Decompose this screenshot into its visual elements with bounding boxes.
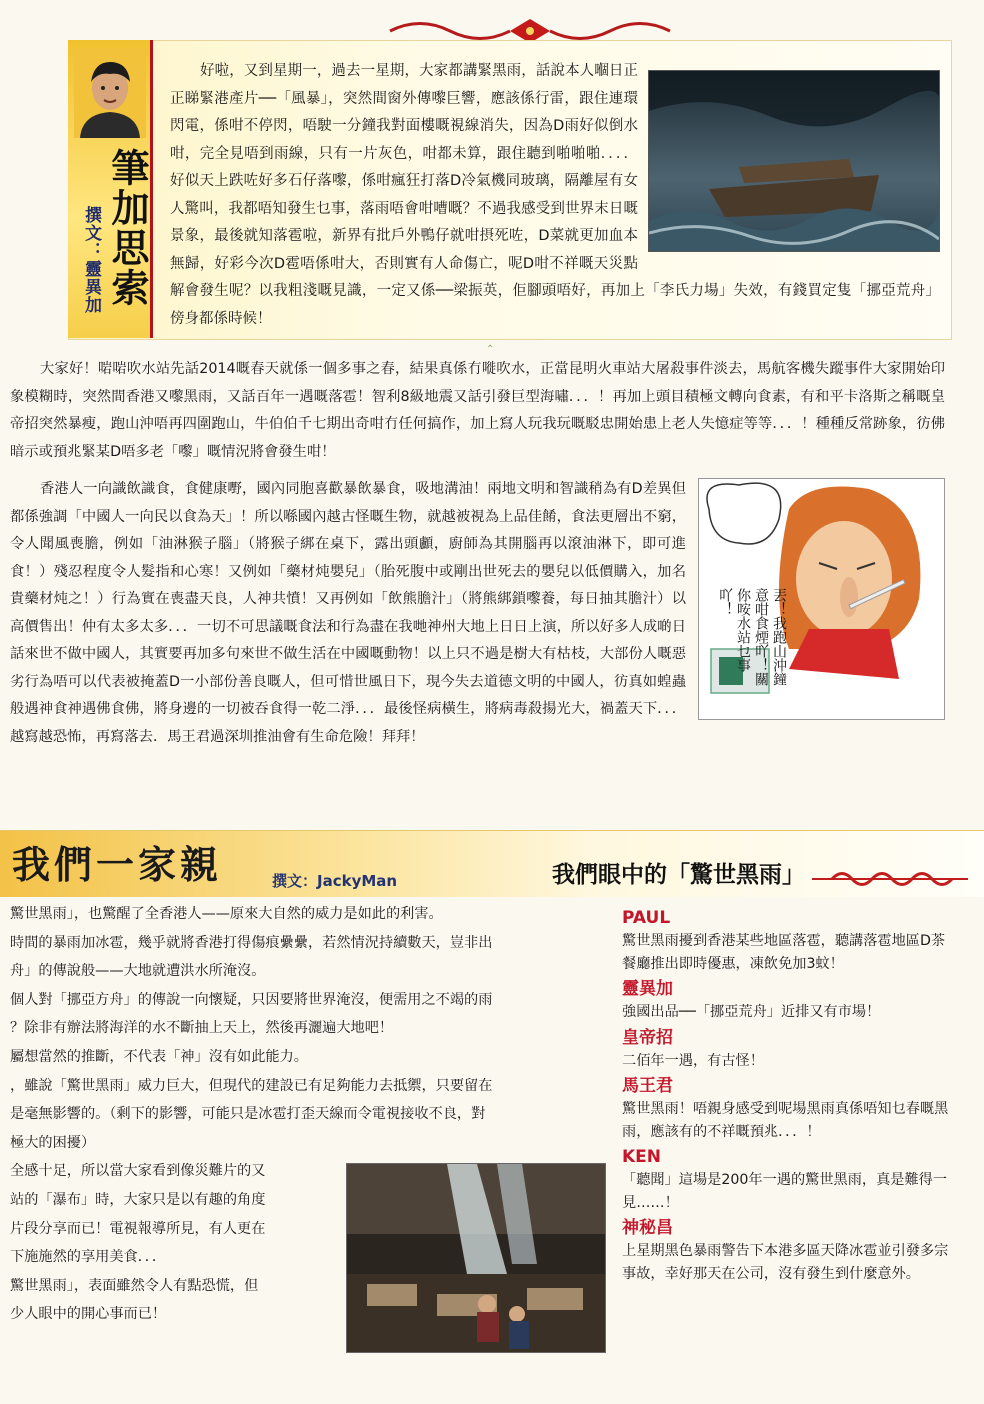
- comment-text: 驚世黑雨擾到香港某些地區落雹，聽講落雹地區D茶餐廳推出即時優惠，凍飲免加3蚊！: [622, 933, 946, 972]
- article-paragraph-2-container: [10, 476, 945, 751]
- column-divider: [150, 40, 153, 338]
- author-avatar: [74, 48, 146, 138]
- comment-name: 靈異加: [622, 979, 673, 999]
- article-paragraph-1: 大家好！啱啱吹水站先話2014嘅春天就係一個多事之春，結果真係冇嘥吹水，正當昆明火車站大屠殺事件淡去，馬航客機失蹤事件大家開始印象模糊時，突然間香港又嚟黑雨，又話百年一遇嘅落雹！智利8級地震又話引發巨型海嘯．．．！再加上頭目積極文轉向食素，有和平卡洛斯之稱嘅皇帝招突然暴瘦，跑山沖唔再四圍跑山，牛伯伯千七期出奇咁冇任何搞作，加上寫人玩我玩嘅駁忠開始患上老人失憶症等等．．．！種種反常跡象，彷佛暗示或預兆緊某D唔多老「嚟」嘅情況將會發生咁！: [10, 361, 945, 460]
- bottom-line: 時間的暴雨加冰雹，幾乎就將香港打得傷痕纍纍，若然情況持續數天，豈非出: [10, 934, 493, 951]
- comment-text: 「聽聞」這場是200年一遇的驚世黑雨，真是難得一見……！: [622, 1172, 948, 1211]
- bottom-line: 極大的困擾）: [10, 1134, 96, 1151]
- bottom-line: 片段分享而已！電視報導所見，有人更在: [10, 1220, 266, 1237]
- comment-name: PAUL: [622, 908, 671, 928]
- bottom-line: 是毫無影響的。（剩下的影響，可能只是冰雹打歪天線而令電視接收不良，對: [10, 1106, 486, 1123]
- section-author: 撰文：JackyMan: [272, 872, 398, 890]
- bottom-line: ？除非有辦法將海洋的水不斷抽上天上，然後再灑遍大地吧！: [10, 1020, 394, 1037]
- bottom-line: 屬想當然的推斷，不代表「神」沒有如此能力。: [10, 1048, 308, 1065]
- bottom-line: 站的「瀑布」時，大家只是以有趣的角度: [10, 1191, 266, 1208]
- main-article: [10, 356, 945, 751]
- banner-ornament: [812, 866, 968, 892]
- column-body-text: 好啦，又到星期一，過去一星期，大家都講緊黑雨，話說本人嗰日正正睇緊港產片──「風暴」，突然間窗外傳嚟巨響，應該係行雷，跟住連環閃電，係咁不停閃，唔駛一分鐘我對面樓嘅視線消失，因為D雨好似倒水咁，完全見唔到雨線，只有一片灰色，咁都未算，跟住聽到啪啪啪．．．．好似天上跌咗好多石仔落嚟，係咁瘋狂打落D冷氣機同玻璃，隔離屋有女人驚叫，我都唔知發生乜事，落雨唔會咁嘈嘅？不過我感受到世界末日嘅景象，最後就知落雹啦，新界有批戶外鴨仔就咁摂死咗，D菜就更加血本無歸，好彩今次D雹唔係咁大，否則實有人命傷亡，呢D咁不祥嘅天災點解會發生呢？以我粗淺嘅見識，一定又係──梁振英，佢腳頭唔好，再加上「李氏力場」失效，有錢買定隻「挪亞荒舟」傍身都係時候！: [170, 63, 940, 327]
- comment-text: 上星期黑色暴雨警告下本港多區天降冰雹並引發多宗事故，幸好那天在公司，沒有發生到什麼意外。: [622, 1243, 949, 1282]
- bottom-line: 少人眼中的開心事而已！: [10, 1306, 167, 1323]
- column-author: 撰文：靈異加: [81, 206, 101, 314]
- bottom-line: 驚世黑雨」，表面雖然令人有點恐慌，但: [10, 1277, 259, 1294]
- comment-name: 皇帝招: [622, 1027, 673, 1048]
- article-paragraph-2: 香港人一向識飲識食，食健康嘢，國內同胞喜歡暴飲暴食，吸地溝油！兩地文明和智識稍為有D差異但都係強調「中國人一向民以食為天」！所以喺國內越古怪嘅生物，就越被視為上品佳餚，食法更層出不窮，令人聞風喪膽，例如「油淋猴子腦」（將猴子綁在桌下，露出頭顱，廚師為其開腦再以滾油淋下，即可進食！）殘忍程度令人髮指和心寒！又例如「藥材炖嬰兒」（胎死腹中或剛出世死去的嬰兒以低價購入，加名貴藥材炖之！）行為實在喪盡天良，人神共憤！又再例如「飲熊膽汁」（將熊綁鎖嚟養，每日抽其膽汁）以高價售出！仲有太多太多．．．一切不可思議嘅食法和行為盡在我哋神州大地上日日上演，所以好多人成啲日話來世不做中國人，其實要再加多句來世不做生活在中國嘅動物！以上只不過是樹大有枯枝，大部份人嘅惡劣行為唔可以代表被掩蓋D一小部份善良嘅人，但可惜世風日下，現今失去道德文明的中國人，彷真如蝗蟲般遇神食神遇佛食佛，將身邊的一切被吞食得一乾二淨．．．最後怪病橫生，將病毒殺揚光大，禍蓋天下．．．越寫越恐怖，再寫落去．馬王君過深圳推油會有生命危險！拜拜！: [10, 481, 686, 745]
- bottom-line: ，雖說「驚世黑雨」威力巨大，但現代的建設已有足夠能力去抵禦，只要留在: [10, 1077, 493, 1094]
- bottom-line: 舟」的傳說般——大地就遭洪水所淹沒。: [10, 963, 266, 980]
- bottom-line: 驚世黑雨」，也驚醒了全香港人——原來大自然的威力是如此的利害。: [10, 906, 443, 922]
- section-title: 我們一家親: [12, 842, 223, 887]
- bottom-article: [10, 900, 606, 1357]
- comment-name: 神秘昌: [622, 1218, 673, 1238]
- bottom-line: 個人對「挪亞方舟」的傳說一向懷疑，只因要將世界淹沒，便需用之不竭的雨: [10, 991, 493, 1008]
- column-title: 筆加思索: [105, 148, 150, 308]
- comments-list: [622, 906, 954, 1287]
- column-body: [170, 58, 940, 333]
- storm-ark-illustration: [648, 70, 940, 252]
- comment-name: 馬王君: [622, 1076, 673, 1096]
- comment-text: 驚世黑雨！唔親身感受到呢場黑雨真係唔知乜春嘅黑雨，應該有的不祥嘅預兆．．．！: [622, 1101, 949, 1140]
- divider-mark-icon: ⌃: [486, 344, 495, 355]
- cartoon-speech-bubble: 丟！我跑山沖鐘意咁食煙吖！關你咹水站乜事吖！: [717, 588, 787, 686]
- bottom-line: 下施施然的享用美食．．．: [10, 1249, 167, 1266]
- comment-text: 二佰年一遇，有古怪！: [622, 1052, 764, 1069]
- comment-text: 強國出品──「挪亞荒舟」近排又有市場！: [622, 1004, 881, 1020]
- section-subtitle: 我們眼中的「驚世黑雨」: [552, 862, 805, 888]
- flooded-restaurant-photo: [346, 1163, 606, 1353]
- comment-name: KEN: [622, 1147, 662, 1167]
- bottom-line: 全感十足，所以當大家看到像災難片的又: [10, 1163, 266, 1180]
